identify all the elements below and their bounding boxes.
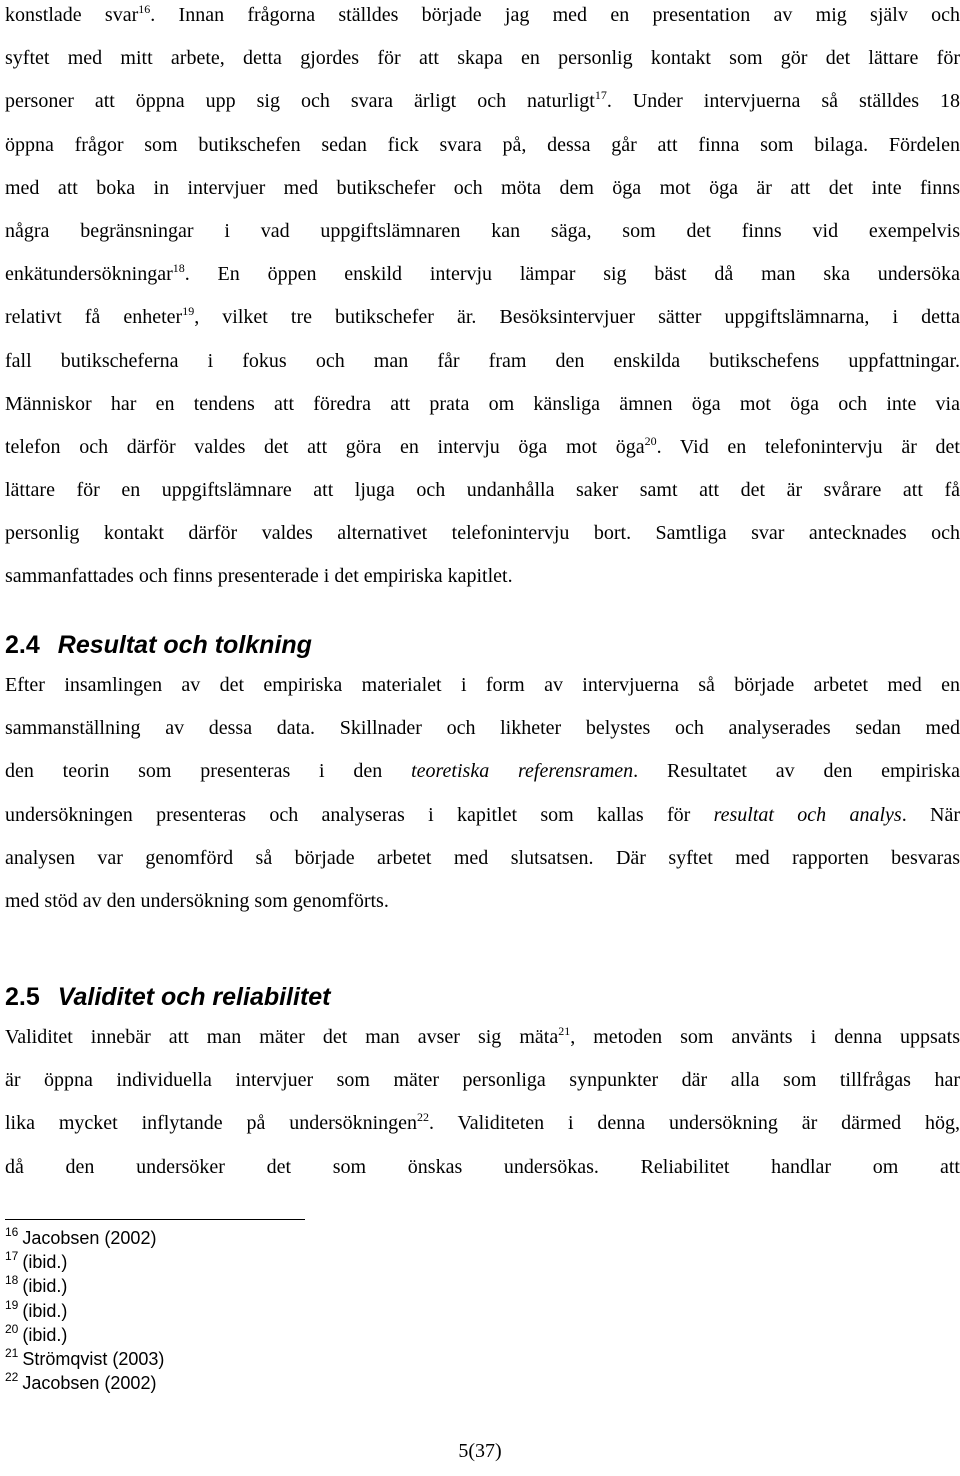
footnote-text: Jacobsen (2002) bbox=[22, 1373, 157, 1394]
footnote-ref[interactable]: 16 bbox=[138, 2, 151, 16]
footnote-list bbox=[5, 1226, 164, 1395]
footnote-text: (ibid.) bbox=[22, 1276, 68, 1297]
section-title: Validitet och reliabilitet bbox=[57, 983, 331, 1011]
text-line: med stöd av den undersökning som genomförts. bbox=[5, 889, 389, 912]
footnote-number: 20 bbox=[5, 1321, 19, 1336]
footnote-item bbox=[5, 1226, 164, 1250]
section-title: Resultat och tolkning bbox=[57, 631, 312, 659]
text-line: Människor har en tendens att föredra att prata om känsliga ämnen öga mot öga och inte via bbox=[5, 392, 960, 415]
footnote-item bbox=[5, 1274, 164, 1298]
text-line: Efter insamlingen av det empiriska materialet i form av intervjuerna så började arbetet med en bbox=[5, 674, 960, 696]
footnote-text: (ibid.) bbox=[22, 1252, 68, 1273]
footnote-number: 19 bbox=[5, 1297, 19, 1312]
footnote-number: 18 bbox=[5, 1273, 19, 1288]
footnote-item bbox=[5, 1323, 164, 1347]
footnote-ref[interactable]: 20 bbox=[644, 433, 657, 448]
text-line: undersökningen presenteras och analyseras i kapitlet som kallas för resultat och analys. När bbox=[5, 803, 960, 826]
footnote-ref[interactable]: 17 bbox=[594, 88, 607, 103]
text-line: är öppna individuella intervjuer som mäter personliga synpunkter där alla som tillfrågas har bbox=[5, 1069, 960, 1092]
italic-term: teoretiska referensramen bbox=[411, 760, 634, 783]
footnote-ref[interactable]: 19 bbox=[182, 304, 195, 319]
text-line: personlig kontakt därför valdes alternativet telefonintervju bort. Samtliga svar antecknades och bbox=[5, 522, 960, 545]
section-number: 2.4 bbox=[5, 631, 40, 659]
text-line: Validitet innebär att man mäter det man avser sig mäta$^{21}$, metoden som använts i denna uppsats bbox=[5, 1024, 960, 1048]
footnote-text: Strömqvist (2003) bbox=[22, 1348, 165, 1369]
footnote-number: 17 bbox=[5, 1249, 19, 1264]
footnote-item bbox=[5, 1299, 164, 1323]
text-line: den teorin som presenteras i den teoretiska referensramen. Resultatet av den empiriska bbox=[5, 760, 960, 783]
footnote-ref[interactable]: 21 bbox=[558, 1024, 571, 1038]
text-line: personer att öppna upp sig och svara ärligt och naturligt$^{17}$. Under intervjuerna så ställdes 18 bbox=[5, 88, 960, 113]
footnote-ref[interactable]: 18 bbox=[172, 261, 185, 276]
text-line: med att boka in intervjuer med butikschefer och möta dem öga mot öga är att det inte finns bbox=[5, 176, 960, 199]
text-line: öppna frågor som butikschefen sedan fick svara på, dessa går att finna som bilaga. Fördelen bbox=[5, 133, 960, 156]
text-line: sammanfattades och finns presenterade i det empiriska kapitlet. bbox=[5, 565, 513, 588]
footnote-number: 16 bbox=[5, 1225, 19, 1239]
section-heading-validitet bbox=[5, 983, 331, 1012]
page-number: 5(37) bbox=[458, 1440, 502, 1462]
text-line: relativt få enheter$^{19}$, vilket tre butikschefer är. Besöksintervjuer sätter uppgiftslämnarna, i detta bbox=[5, 304, 960, 329]
text-line: då den undersöker det som önskas undersökas. Reliabilitet handlar om att bbox=[5, 1155, 960, 1178]
footnote-text: (ibid.) bbox=[22, 1324, 68, 1345]
text-line: telefon och därför valdes det att göra en intervju öga mot öga$^{20}$. Vid en telefonintervju är det bbox=[5, 433, 960, 458]
section-number: 2.5 bbox=[5, 983, 40, 1011]
section-heading-resultat bbox=[5, 631, 312, 660]
text-line: konstlade svar$^{16}$. Innan frågorna ställdes började jag med en presentation av mig själv och bbox=[5, 2, 960, 26]
text-line: fall butikscheferna i fokus och man får fram den enskilda butikschefens uppfattningar. bbox=[5, 349, 960, 372]
body-paragraph-validitet bbox=[5, 1016, 960, 1189]
footnote-ref[interactable]: 22 bbox=[417, 1110, 430, 1125]
footnote-separator bbox=[5, 1219, 305, 1220]
footnote-number: 21 bbox=[5, 1345, 19, 1360]
text-line: enkätundersökningar$^{18}$. En öppen enskild intervju lämpar sig bäst då man ska undersöka bbox=[5, 261, 960, 286]
footnote-item bbox=[5, 1347, 164, 1371]
text-line: syftet med mitt arbete, detta gjordes för att skapa en personlig kontakt som gör det lättare för bbox=[5, 47, 960, 70]
italic-term: resultat och analys bbox=[713, 803, 902, 826]
text-line: lika mycket inflytande på undersökningen$^{22}$. Validiteten i denna undersökning är därmed hög, bbox=[5, 1110, 960, 1135]
footnote-item bbox=[5, 1371, 164, 1395]
footnote-item bbox=[5, 1250, 164, 1274]
footnote-text: (ibid.) bbox=[22, 1300, 68, 1321]
body-paragraph-method bbox=[5, 0, 960, 599]
footnote-number: 22 bbox=[5, 1370, 19, 1385]
footnote-text: Jacobsen (2002) bbox=[22, 1228, 157, 1248]
text-line: sammanställning av dessa data. Skillnader och likheter belystes och analyserades sedan med bbox=[5, 717, 960, 740]
text-line: analysen var genomförd så började arbetet med slutsatsen. Där syftet med rapporten besvaras bbox=[5, 846, 960, 869]
body-paragraph-resultat bbox=[5, 664, 960, 923]
text-line: några begränsningar i vad uppgiftslämnaren kan säga, som det finns vid exempelvis bbox=[5, 219, 960, 242]
text-line: lättare för en uppgiftslämnare att ljuga och undanhålla saker samt att det är svårare att få bbox=[5, 479, 960, 502]
